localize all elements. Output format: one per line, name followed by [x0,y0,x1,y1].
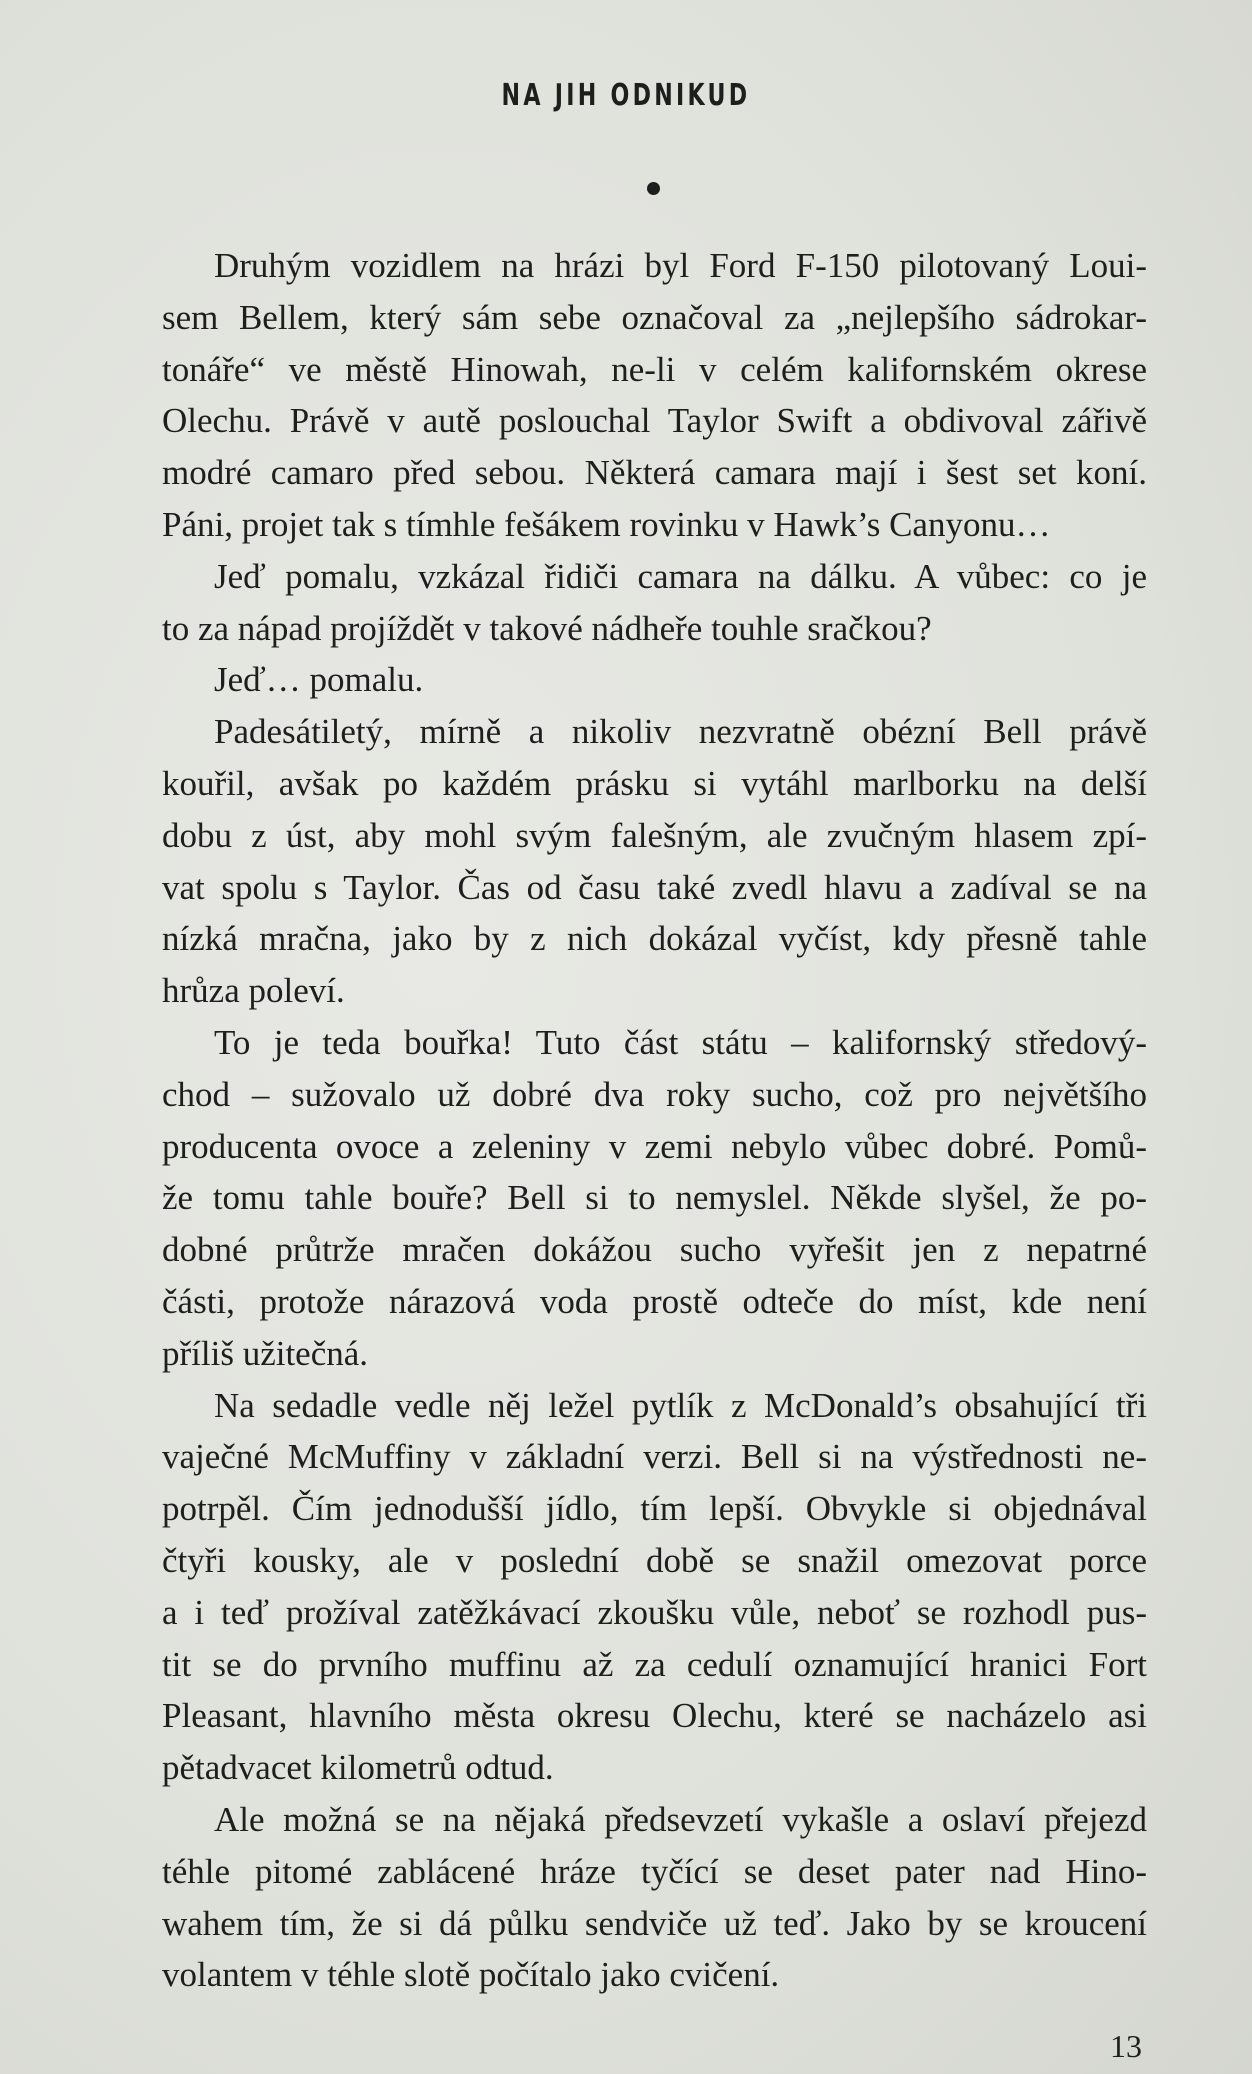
text-line: Olechu. Právě v autě poslouchal Taylor Swift a obdivoval zářivě [162,401,1147,441]
text-line: téhle pitomé zablácené hráze tyčící se deset pater nad Hino- [162,1851,1147,1891]
text-line: potrpěl. Čím jednodušší jídlo, tím lepší. Obvykle si objednával [162,1489,1147,1529]
page-number: 13 [1110,2028,1142,2064]
text-line: Ale možná se na nějaká předsevzetí vykašle a oslaví přejezd [214,1799,1147,1839]
text-line: sem Bellem, který sám sebe označoval za „nejlepšího sádrokar- [162,297,1147,337]
text-line: pětadvacet kilometrů odtud. [162,1748,554,1788]
text-line: tonáře“ ve městě Hinowah, ne-li v celém kalifornském okrese [162,349,1147,389]
text-line: To je teda bouřka! Tuto část státu – kalifornský středový- [214,1022,1147,1062]
text-line: to za nápad projíždět v takové nádheře touhle sračkou? [162,608,932,648]
text-line: čtyři kousky, ale v poslední době se snažil omezovat porce [162,1540,1147,1580]
paragraph-4 [162,706,1147,1017]
text-line: části, protože nárazová voda prostě odteče do míst, kde není [162,1281,1147,1321]
paragraph-5 [162,1017,1147,1380]
paragraph-3 [162,654,1147,706]
text-line: dobné průtrže mračen dokážou sucho vyřešit jen z nepatrné [162,1230,1147,1270]
paragraph-2 [162,551,1147,655]
body-text [162,240,1147,2001]
running-head: NA JIH ODNIKUD [501,78,751,113]
text-line: Páni, projet tak s tímhle fešákem rovinku v Hawk’s Canyonu… [162,504,1051,544]
text-line: chod – sužovalo už dobré dva roky sucho, což pro největšího [162,1074,1147,1114]
text-line: wahem tím, že si dá půlku sendviče už teď. Jako by se kroucení [162,1903,1147,1943]
text-line: hrůza poleví. [162,971,345,1011]
paragraph-1 [162,240,1147,551]
text-line: že tomu tahle bouře? Bell si to nemyslel. Někde slyšel, že po- [162,1178,1147,1218]
text-line: příliš užitečná. [162,1333,369,1373]
text-line: a i teď prožíval zatěžkávací zkoušku vůle, neboť se rozhodl pus- [162,1592,1147,1632]
text-line: nízká mračna, jako by z nich dokázal vyčíst, kdy přesně tahle [162,919,1147,959]
text-line: vat spolu s Taylor. Čas od času také zvedl hlavu a zadíval se na [162,867,1147,907]
text-line: Jeď pomalu, vzkázal řidiči camara na dálku. A vůbec: co je [214,556,1147,596]
paragraph-7 [162,1794,1147,2001]
text-line: modré camaro před sebou. Některá camara mají i šest set koní. [162,453,1147,493]
section-bullet [647,182,660,195]
text-line: dobu z úst, aby mohl svým falešným, ale zvučným hlasem zpí- [162,815,1147,855]
text-line: Padesátiletý, mírně a nikoliv nezvratně obézní Bell právě [214,712,1147,752]
text-line: tit se do prvního muffinu až za cedulí oznamující hranici Fort [162,1644,1147,1684]
text-line: Na sedadle vedle něj ležel pytlík z McDonald’s obsahující tři [214,1385,1147,1425]
text-line: vaječné McMuffiny v základní verzi. Bell si na výstřednosti ne- [162,1437,1147,1477]
text-line: Jeď… pomalu. [214,660,424,700]
text-line: kouřil, avšak po každém prásku si vytáhl marlborku na delší [162,763,1147,803]
paragraph-6 [162,1380,1147,1794]
text-line: Druhým vozidlem na hrázi byl Ford F-150 pilotovaný Loui- [214,246,1147,285]
text-line: Pleasant, hlavního města okresu Olechu, které se nacházelo asi [162,1696,1147,1736]
text-line: volantem v téhle slotě počítalo jako cvičení. [162,1955,780,1995]
text-line: producenta ovoce a zeleniny v zemi nebylo vůbec dobré. Pomů- [162,1126,1147,1166]
